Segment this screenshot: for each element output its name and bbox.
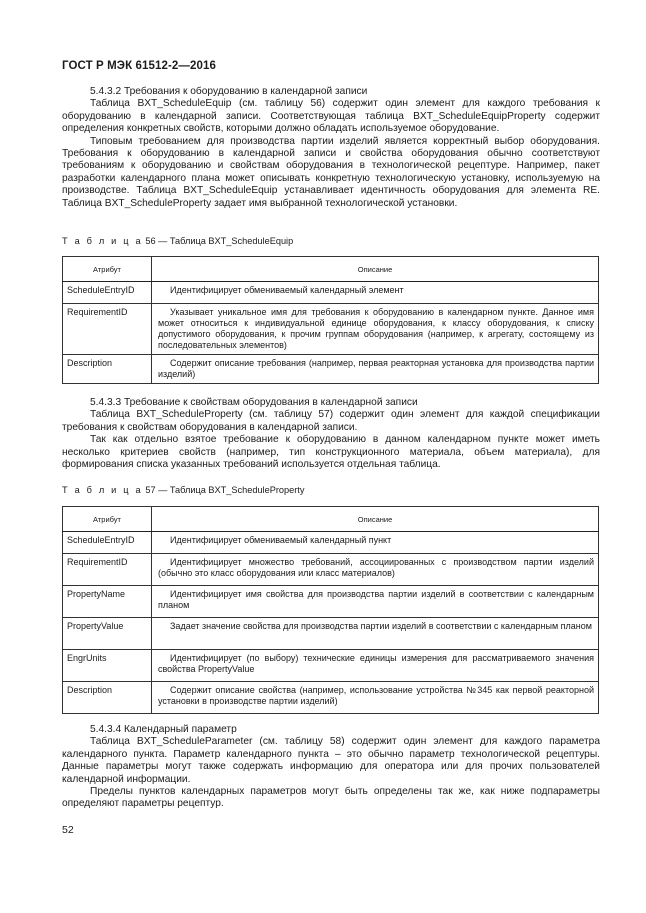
section-5-4-3-4 [62,724,600,811]
paragraph: Таблица BXT_ScheduleProperty (см. таблицу 57) содержит один элемент для каждой спецификации требования к свойствам оборудования в календарной записи. [62,409,600,433]
column-header-attr: Атрибут [63,257,152,282]
paragraph: Так как отдельно взятое требование к оборудованию в данном календарном пункте может иметь несколько критериев свойств (например, тип конструкционного материала, объем материала), для формирования списка указанных требований используется отдельная таблица. [62,434,600,471]
section-heading: 5.4.3.2 Требования к оборудованию в календарной записи [90,86,368,97]
cell-attr: ScheduleEntryID [63,532,152,554]
table-row [63,282,599,304]
page-header-title: ГОСТ Р МЭК 61512-2—2016 [62,60,216,72]
paragraph: Таблица BXT_ScheduleEquip (см. таблицу 56) содержит один элемент для каждого требования к оборудованию в календарной записи. Соответствующая таблица BXT_ScheduleEquipProperty содержит определения конкретных свойств, которыми должно обладать используемое оборудование. [62,98,600,135]
paragraph: Таблица BXT_ScheduleParameter (см. таблицу 58) содержит один элемент для каждого параметра календарного пункта. Параметр календарного пункта – это обычно параметр технологической рецептуры. Данные параметры могут также содержать информацию для оператора или для прочих пользователей календарной информации. [62,736,600,785]
section-heading: 5.4.3.3 Требование к свойствам оборудования в календарной записи [90,397,418,408]
table-57 [62,506,599,714]
column-header-desc: Описание [152,507,599,532]
cell-desc: Идентифицирует (по выбору) технические единицы измерения для рассматриваемого значения свойства PropertyValue [152,650,599,682]
cell-attr: Description [63,355,152,384]
column-header-attr: Атрибут [63,507,152,532]
cell-desc: Идентифицирует имя свойства для производства партии изделий в соответствии с календарным планом [152,586,599,618]
table-56 [62,256,599,384]
caption-prefix: Т а б л и ц а [62,485,143,495]
table-row [63,650,599,682]
cell-attr: EngrUnits [63,650,152,682]
table-row [63,532,599,554]
caption-prefix: Т а б л и ц а [62,236,143,246]
table-row [63,586,599,618]
table-row [63,304,599,355]
cell-desc: Идентифицирует обмениваемый календарный пункт [152,532,599,554]
table-row [63,554,599,586]
cell-attr: PropertyValue [63,618,152,650]
caption-text: 56 — Таблица BXT_ScheduleEquip [145,236,294,246]
section-5-4-3-3 [62,397,600,471]
caption-text: 57 — Таблица BXT_ScheduleProperty [145,485,305,495]
cell-desc: Содержит описание требования (например, первая реакторная установка для производства партии изделий) [152,355,599,384]
cell-desc: Задает значение свойства для производства партии изделий в соответствии с календарным планом [152,618,599,650]
cell-desc: Идентифицирует обмениваемый календарный элемент [152,282,599,304]
table-row [63,618,599,650]
table-header-row [63,257,599,282]
table-56-caption [62,236,293,246]
cell-attr: RequirementID [63,554,152,586]
paragraph: Пределы пунктов календарных параметров могут быть определены так же, как ниже подпараметры определяют параметры рецептур. [62,786,600,810]
cell-desc: Идентифицирует множество требований, ассоциированных с производством партии изделий (обычно это класс оборудования или класс материалов) [152,554,599,586]
table-row [63,355,599,384]
cell-attr: RequirementID [63,304,152,355]
section-5-4-3-2 [62,86,600,210]
page-number: 52 [62,824,74,836]
cell-attr: ScheduleEntryID [63,282,152,304]
table-header-row [63,507,599,532]
cell-attr: Description [63,682,152,714]
paragraph: Типовым требованием для производства партии изделий является корректный выбор оборудования. Требования к оборудованию в календарной записи и свойства оборудования обычно соответствуют требованиям к оборудованию и свойствам оборудования в технологической рецептуре. Например, пакет разработки календарного плана может описывать конкретную технологическую установку, используемую на производстве. Таблица BXT_ScheduleEquip устанавливает идентичность оборудования для элемента RE. Таблица BXT_ScheduleProperty задает имя выбранной технологической установки. [62,135,600,209]
table-row [63,682,599,714]
cell-attr: PropertyName [63,586,152,618]
section-heading: 5.4.3.4 Календарный параметр [90,724,237,735]
cell-desc: Указывает уникальное имя для требования к оборудованию в календарном пункте. Данное имя может относиться к индивидуальной единице оборудования, к классу оборудования, к списку допустимого оборудования, к прочим группам оборудования (например, к агрегату, состоящему из последовательных элементов) [152,304,599,355]
table-57-caption [62,485,304,495]
column-header-desc: Описание [152,257,599,282]
cell-desc: Содержит описание свойства (например, использование устройства №345 как первой реакторной установки в производстве партии изделий) [152,682,599,714]
